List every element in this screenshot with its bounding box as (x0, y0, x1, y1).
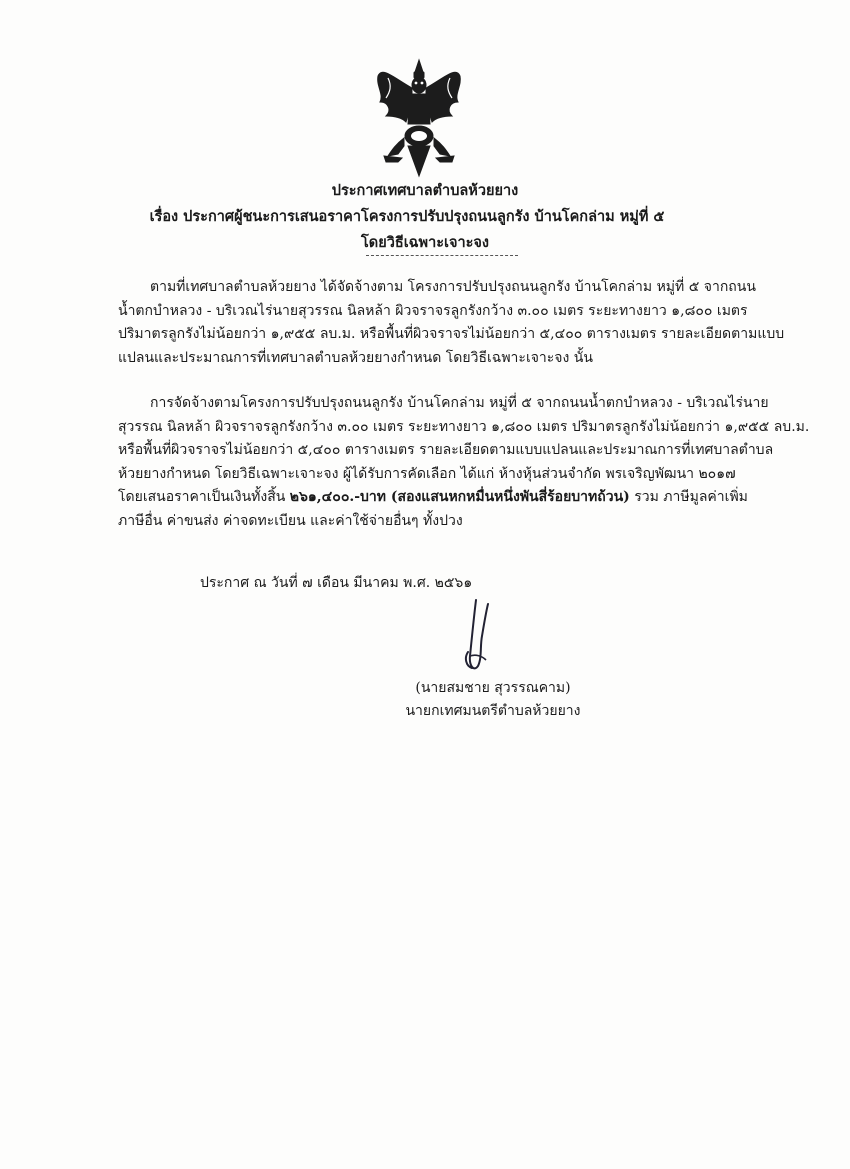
paragraph-2-line: หรือพื้นที่ผิวจราจรไม่น้อยกว่า ๕,๔๐๐ ตารางเมตร รายละเอียดตามแบบแปลนและประมาณการที่เทศบาลตำบล (118, 442, 774, 458)
paragraph-2-line: ห้วยยางกำหนด โดยวิธีเฉพาะเจาะจง ผู้ได้รับการคัดเลือก ได้แก่ ห้างหุ้นส่วนจำกัด พรเจริญพัฒนา ๒๐๑๗ (118, 465, 736, 482)
announcement-date: ประกาศ ณ วันที่ ๗ เดือน มีนาคม พ.ศ. ๒๕๖๑ (200, 575, 473, 591)
price-line (118, 486, 809, 510)
paragraph-1 (118, 276, 784, 370)
paragraph-1-line: แปลนและประมาณการที่เทศบาลตำบลห้วยยางกำหนด โดยวิธีเฉพาะเจาะจง นั้น (118, 349, 593, 366)
price-amount: ๒๖๑,๔๐๐.-บาท (สองแสนหกหมื่นหนึ่งพันสี่ร้อยบาทถ้วน) (289, 489, 630, 505)
garuda-emblem-icon (374, 58, 464, 178)
office-title: ประกาศเทศบาลตำบลห้วยยาง (331, 182, 519, 199)
paragraph-2 (118, 392, 809, 533)
header-divider (366, 255, 518, 256)
paragraph-2-line: สุวรรณ นิลหล้า ผิวจราจรลูกรังกว้าง ๓.๐๐ เมตร ระยะทางยาว ๑,๘๐๐ เมตร ปริมาตรลูกรังไม่น้อยกว่า ๑,๙๕๕ ลบ.ม. (118, 418, 810, 435)
announcement-header (0, 178, 850, 256)
handwritten-signature-icon (452, 596, 502, 680)
paragraph-1-line: ตามที่เทศบาลตำบลห้วยยาง ได้จัดจ้างตาม โครงการปรับปรุงถนนลูกรัง บ้านโคกล่าม หมู่ที่ ๕ จากถนน (150, 279, 756, 295)
price-suffix: รวม ภาษีมูลค่าเพิ่ม (629, 489, 748, 505)
signer-position: นายกเทศมนตรีตำบลห้วยยาง (405, 703, 581, 719)
price-prefix: โดยเสนอราคาเป็นเงินทั้งสิ้น (118, 489, 290, 505)
paragraph-1-line: น้ำตกบำหลวง - บริเวณไร่นายสุวรรณ นิลหล้า ผิวจราจรลูกรังกว้าง ๓.๐๐ เมตร ระยะทางยาว ๑,๘๐๐ เมตร (118, 302, 748, 319)
signer-block (388, 677, 598, 723)
paragraph-2-line: ภาษีอื่น ค่าขนส่ง ค่าจดทะเบียน และค่าใช้จ่ายอื่นๆ ทั้งปวง (118, 512, 463, 529)
paragraph-1-line: ปริมาตรลูกรังไม่น้อยกว่า ๑,๙๕๕ ลบ.ม. หรือพื้นที่ผิวจราจรไม่น้อยกว่า ๕,๔๐๐ ตารางเมตร รายละเอียดตามแบบ (118, 326, 785, 342)
subject-title: เรื่อง ประกาศผู้ชนะการเสนอราคาโครงการปรับปรุงถนนลูกรัง บ้านโคกล่าม หมู่ที่ ๕ (149, 208, 665, 225)
signer-name: (นายสมชาย สุวรรณคาม) (415, 680, 571, 696)
paragraph-2-line: การจัดจ้างตามโครงการปรับปรุงถนนลูกรัง บ้านโคกล่าม หมู่ที่ ๕ จากถนนน้ำตกบำหลวง - บริเวณไร่นาย (150, 395, 769, 411)
method-title: โดยวิธีเฉพาะเจาะจง (361, 234, 489, 251)
